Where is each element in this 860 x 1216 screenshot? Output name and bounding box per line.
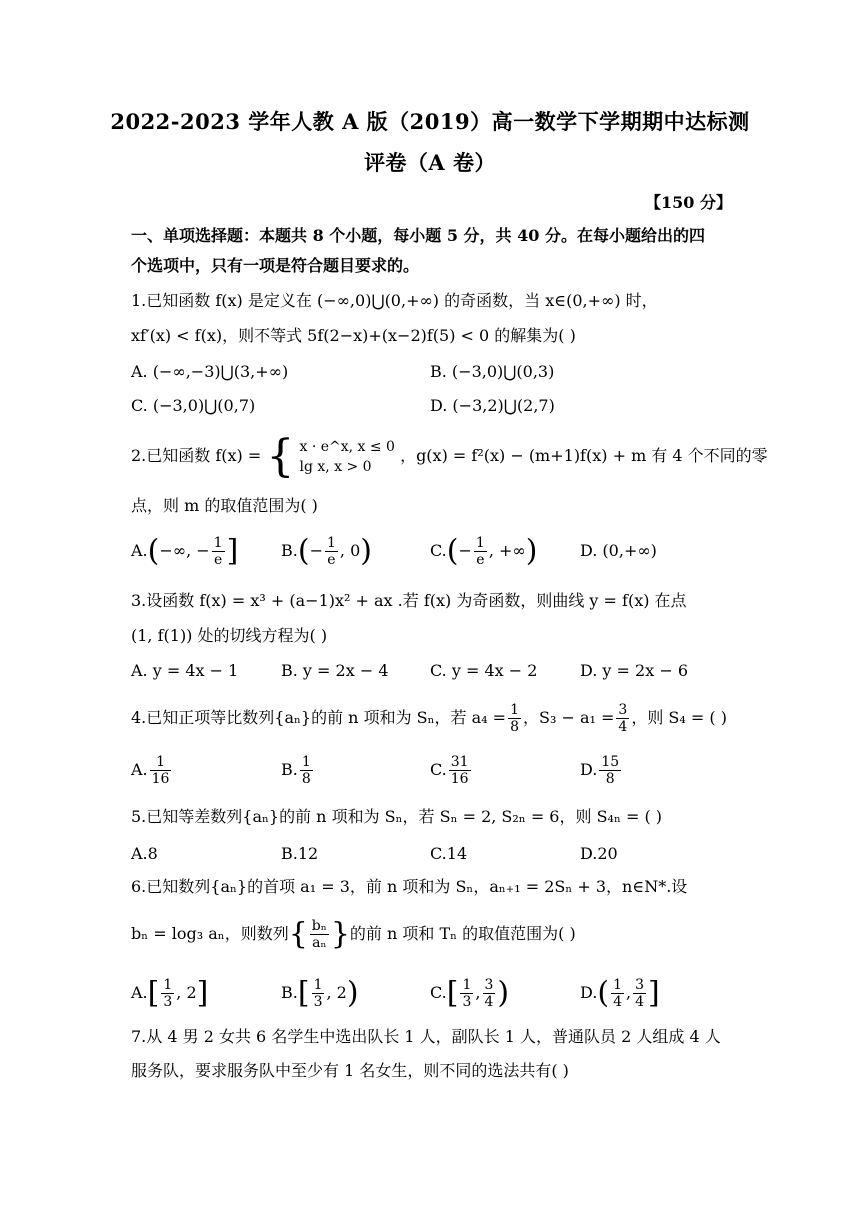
q6-option-d-label: D. [580, 983, 598, 1002]
q5-stem-line1: 5.已知等差数列{aₙ}的前 n 项和为 Sₙ，若 Sₙ = 2, S₂ₙ = 6，则 S₄ₙ = ( ) [131, 807, 663, 826]
q6-option-c-num2: 3 [484, 977, 494, 993]
q2-option-a-frac [212, 535, 225, 568]
q4-option-b-frac [300, 754, 313, 787]
q6-option-c-num1: 1 [462, 977, 472, 993]
q6-option-a-open: [ [147, 975, 160, 1011]
q4-option-b-num: 1 [301, 754, 311, 770]
q4-option-d-num: 15 [601, 754, 620, 770]
q6-option-c-open: [ [446, 975, 459, 1011]
q6-prefix: bₙ = log₃ aₙ，则数列 [131, 924, 289, 943]
q6-option-a [131, 973, 208, 1013]
q6-option-d-num2: 3 [635, 977, 644, 993]
q6-seq-frac-num: bₙ [311, 918, 327, 934]
section-heading-line1: 一、单项选择题：本题共 8 个小题，每小题 5 分，共 40 分。在每小题给出的四 [131, 226, 705, 245]
q4-frac-s3-num: 3 [618, 702, 628, 718]
q4-frac-s3 [616, 702, 629, 735]
q6-option-d-frac2 [633, 977, 646, 1010]
q3-option-a: A. y = 4x − 1 [131, 661, 239, 680]
q6-option-c-frac2 [483, 977, 496, 1010]
q6-option-d-frac1 [611, 977, 624, 1010]
q4-option-d-frac [599, 754, 621, 787]
q2-option-a-open: ( [147, 533, 160, 569]
q4-option-d [580, 750, 623, 790]
q2-option-a [131, 531, 238, 571]
q1-stem-line2: xf′(x) < f(x)，则不等式 5f(2−x)+(x−2)f(5) < 0 的解集为( ) [131, 326, 576, 345]
q2-option-c-den: e [476, 552, 485, 568]
q1-option-b: B. (−3,0)⋃(0,3) [430, 362, 555, 381]
q6-option-d-num1: 1 [613, 977, 622, 993]
q6-option-d [580, 973, 660, 1013]
q6-option-a-label: A. [131, 983, 148, 1002]
q3-option-c: C. y = 4x − 2 [430, 661, 538, 680]
q2-option-a-den: e [213, 552, 223, 568]
q1-stem-line1: 1.已知函数 f(x) 是定义在 (−∞,0)⋃(0,+∞) 的奇函数，当 x∈(0,+∞) 时， [131, 291, 658, 310]
q4-frac-a4-num: 1 [510, 702, 519, 718]
q4-suffix: ，则 S₄ = ( ) [631, 708, 727, 727]
q4-option-c-label: C. [430, 760, 447, 779]
q4-option-a [131, 750, 173, 790]
q6-option-b-label: B. [281, 983, 298, 1002]
q2-option-b-left: − [309, 541, 323, 560]
q4-option-d-label: D. [580, 760, 598, 779]
q2-prefix: 2.已知函数 f(x) = [131, 446, 262, 465]
q4-prefix: 4.已知正项等比数列{aₙ}的前 n 项和为 Sₙ，若 a₄ = [131, 708, 507, 727]
q2-piece2: lg x, x > 0 [299, 458, 372, 475]
q6-option-a-den: 3 [163, 994, 173, 1010]
q4-option-c-frac [449, 754, 471, 787]
q2-suffix: ，g(x) = f²(x) − (m+1)f(x) + m 有 4 个不同的零 [400, 446, 768, 465]
q6-option-d-comma: , [625, 983, 632, 1002]
q2-option-d: D. (0,+∞) [580, 541, 657, 560]
q2-option-c-frac [474, 535, 487, 568]
q3-option-b: B. y = 2x − 4 [281, 661, 389, 680]
q2-option-a-left: −∞, − [159, 541, 210, 560]
q2-option-c-left: − [458, 541, 472, 560]
q5-option-d: D.20 [580, 844, 618, 863]
q2-option-b-label: B. [281, 541, 298, 560]
q2-stem-line1 [131, 430, 768, 482]
q4-stem-line1 [131, 698, 727, 738]
q6-option-d-close: ] [648, 975, 660, 1011]
q4-option-a-frac [150, 754, 172, 787]
q6-brace-close: } [330, 916, 350, 952]
q5-option-b: B.12 [281, 844, 319, 863]
q4-frac-a4-den: 8 [510, 719, 519, 735]
q4-frac-a4 [508, 702, 521, 735]
q4-option-d-den: 8 [605, 771, 615, 787]
q6-option-b [281, 973, 359, 1013]
q4-option-a-den: 16 [151, 771, 170, 787]
q6-option-d-den2: 4 [635, 994, 644, 1010]
q6-option-a-close: ] [196, 975, 209, 1011]
q6-option-a-num: 1 [163, 977, 173, 993]
exam-title-line2: 评卷（A 卷） [363, 150, 497, 175]
q6-option-d-open: ( [597, 975, 610, 1011]
q4-mid: ，S₃ − a₁ = [523, 708, 615, 727]
q2-option-b-frac [325, 535, 338, 568]
q1-option-a: A. (−∞,−3)⋃(3,+∞) [131, 362, 289, 381]
q6-stem-line1: 6.已知数列{aₙ}的首项 a₁ = 3，前 n 项和为 Sₙ，aₙ₊₁ = 2Sₙ + 3，n∈N*.设 [131, 877, 688, 896]
q6-option-c-den2: 4 [484, 994, 494, 1010]
q3-option-d: D. y = 2x − 6 [580, 661, 689, 680]
q2-option-a-close: ] [226, 533, 239, 569]
q2-piecewise [299, 437, 395, 477]
q7-stem-line2: 服务队，要求服务队中至少有 1 名女生，则不同的选法共有( ) [131, 1061, 569, 1080]
q2-option-c-close: ) [525, 533, 538, 569]
q4-option-c-den: 16 [450, 771, 469, 787]
q4-option-b-den: 8 [301, 771, 311, 787]
q2-stem-line2: 点，则 m 的取值范围为( ) [131, 496, 318, 515]
q6-option-c-den1: 3 [462, 994, 472, 1010]
q2-option-c-label: C. [430, 541, 447, 560]
q2-option-b-num: 1 [326, 535, 336, 551]
q2-option-c-right: , +∞ [488, 541, 526, 560]
q3-stem-line1: 3.设函数 f(x) = x³ + (a−1)x² + ax .若 f(x) 为奇函数，则曲线 y = f(x) 在点 [131, 591, 687, 610]
q4-option-b [281, 750, 315, 790]
q6-option-a-rest: , 2 [176, 983, 197, 1002]
q6-option-b-open: [ [297, 975, 310, 1011]
q2-piece1: x · e^x, x ≤ 0 [299, 438, 395, 455]
q6-option-c [430, 973, 509, 1013]
exam-title-line1: 2022-2023 学年人教 A 版（2019）高一数学下学期期中达标测 [110, 109, 750, 134]
q2-option-b-open: ( [297, 533, 310, 569]
q4-option-c [430, 750, 473, 790]
q2-option-b-right: , 0 [339, 541, 361, 560]
q6-option-b-frac [312, 977, 325, 1010]
q1-option-c: C. (−3,0)⋃(0,7) [131, 396, 256, 415]
q2-option-b-den: e [327, 552, 336, 568]
q6-option-b-rest: , 2 [326, 983, 347, 1002]
q6-stem-line2 [131, 912, 576, 956]
q7-stem-line1: 7.从 4 男 2 女共 6 名学生中选出队长 1 人，副队长 1 人，普通队员 2 人组成 4 人 [131, 1027, 721, 1046]
q2-option-c [430, 531, 537, 571]
q6-option-c-close: ) [497, 975, 510, 1011]
q6-option-d-den1: 4 [613, 994, 622, 1010]
section-heading [131, 221, 731, 281]
q6-option-b-close: ) [346, 975, 359, 1011]
q6-suffix: 的前 n 项和 Tₙ 的取值范围为( ) [349, 924, 576, 943]
q6-option-b-den: 3 [313, 994, 323, 1010]
q2-option-a-label: A. [131, 541, 148, 560]
q6-option-c-frac1 [460, 977, 473, 1010]
q6-brace-open: { [288, 916, 308, 952]
q6-seq-frac [310, 918, 329, 951]
q4-frac-s3-den: 4 [618, 719, 628, 735]
section-heading-line2: 个选项中，只有一项是符合题目要求的。 [131, 256, 420, 275]
q6-option-b-num: 1 [313, 977, 323, 993]
q2-option-c-num: 1 [475, 535, 485, 551]
q4-option-b-label: B. [281, 760, 298, 779]
q2-option-b [281, 531, 372, 571]
q3-stem-line2: (1, f(1)) 处的切线方程为( ) [131, 626, 328, 645]
q6-seq-frac-den: aₙ [312, 935, 327, 951]
q5-option-a: A.8 [131, 844, 158, 863]
q2-option-b-close: ) [360, 533, 372, 569]
q2-option-c-open: ( [446, 533, 459, 569]
q6-option-c-comma: , [475, 983, 481, 1002]
total-score: 【150 分】 [645, 193, 732, 212]
q5-option-c: C.14 [430, 844, 468, 863]
q4-option-a-num: 1 [150, 754, 172, 771]
q4-option-a-label: A. [131, 760, 148, 779]
q4-option-c-num: 31 [450, 754, 469, 770]
q2-option-a-num: 1 [213, 535, 223, 551]
q1-option-d: D. (−3,2)⋃(2,7) [430, 396, 555, 415]
q6-option-a-frac [161, 977, 174, 1010]
q6-option-c-label: C. [430, 983, 447, 1002]
q2-brace: { [266, 430, 295, 482]
